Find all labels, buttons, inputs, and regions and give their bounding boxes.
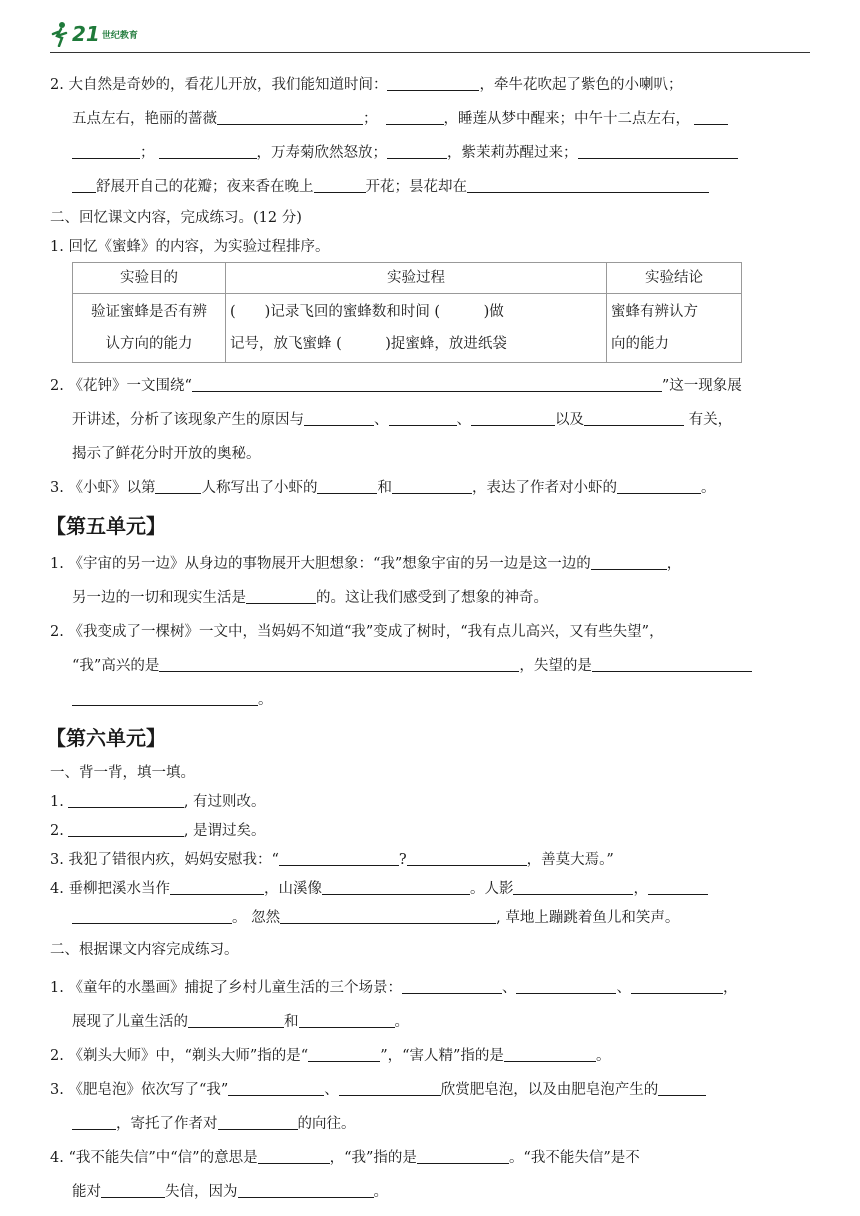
answer-blank[interactable] [467,175,709,193]
table-cell [73,294,226,363]
cell-text: 认方向的能力 [105,336,193,352]
question-line [50,649,810,683]
question-line [50,471,810,505]
question-number: 2. [50,823,64,839]
runner-icon [50,21,70,47]
answer-blank[interactable] [471,408,555,426]
question-text: ， [666,556,682,572]
answer-blank[interactable] [279,848,399,866]
question-text: 失信，因为 [165,1184,238,1200]
unit-title: 【第六单元】 [46,726,166,750]
question-text: ，牵牛花吹起了紫色的小喇叭； [479,77,683,93]
question-text: ，失望的是 [519,658,592,674]
question-line [50,1175,810,1209]
question-text: ， [722,980,738,996]
section-heading: 一、背一背，填一填。 [50,765,195,781]
question-text: 。 [394,1014,409,1030]
question-text: 有关， [688,412,733,428]
question-text: 和 [377,480,392,496]
logo-number: 21 [72,22,100,46]
section-heading: 二、根据课文内容完成练习。 [50,942,239,958]
question-line [50,403,810,437]
question-line [50,1039,810,1073]
question-line [50,817,810,846]
question-text: , 草地上蹦跳着鱼儿和笑声。 [496,910,680,926]
question-text: 3. 《小虾》以第 [50,480,156,496]
question-line [50,68,810,102]
question-line: 2. 《我变成了一棵树》一文中，当妈妈不知道“我”变成了树时，“我有点儿高兴，又有些失望”， [50,624,664,640]
question-text: 能对 [72,1184,101,1200]
answer-blank[interactable] [101,1180,165,1198]
answer-blank[interactable] [578,141,738,159]
question-text: 。 [595,1048,611,1064]
question-text: , 是谓过矣。 [183,823,266,839]
question-line [50,581,810,615]
table-cell [607,294,742,363]
question-text: 2. 《剃头大师》中，“剃头大师”指的是“ [50,1048,309,1064]
answer-blank[interactable] [280,906,496,924]
answer-blank[interactable] [387,73,479,91]
question-number: 1. [50,794,64,810]
answer-blank[interactable] [299,1010,395,1028]
answer-blank[interactable] [192,374,662,392]
question-text: ； [140,145,155,161]
question-text: ”这一现象展 [661,378,742,394]
question-text: 。 [258,692,273,708]
question-text: 、 [501,980,517,996]
question-line [50,971,810,1005]
question-line: 揭示了鲜花分时开放的奥秘。 [72,446,261,462]
answer-blank[interactable] [246,586,316,604]
cell-text: 向的能力 [611,336,669,352]
experiment-table [72,262,742,363]
answer-blank[interactable] [322,877,470,895]
answer-blank[interactable] [159,654,519,672]
question-text: 、 [374,412,389,428]
cell-text: 蜜蜂有辨认方 [611,304,698,320]
question-text: 展现了儿童生活的 [72,1014,188,1030]
answer-blank[interactable] [386,107,444,125]
question-text: 1. 《童年的水墨画》捕捉了乡村儿童生活的三个场景： [50,980,402,996]
question-text: ，山溪像 [263,881,322,897]
question-line [50,846,810,875]
question-line: 1. 回忆《蜜蜂》的内容，为实验过程排序。 [50,239,330,255]
question-line [50,369,810,403]
answer-blank[interactable] [631,976,723,994]
answer-blank[interactable] [68,790,184,808]
answer-blank[interactable] [339,1078,441,1096]
answer-blank[interactable] [317,476,377,494]
cell-text: 记号，放飞蜜蜂 ( )捉蜜蜂，放进纸袋 [230,336,507,352]
table-cell[interactable] [226,294,607,363]
answer-blank[interactable] [217,107,363,125]
answer-blank[interactable] [694,107,728,125]
question-text: , 有过则改。 [183,794,266,810]
question-text: 2. 大自然是奇妙的，看花儿开放，我们能知道时间： [50,77,388,93]
question-text: ，表达了作者对小虾的 [471,480,617,496]
question-text: 开花；昙花却在 [365,179,467,195]
question-text: 。 [700,480,716,496]
answer-blank[interactable] [304,408,374,426]
answer-blank[interactable] [68,819,184,837]
answer-blank[interactable] [591,552,667,570]
question-text: 2. 《花钟》一文围绕“ [50,378,192,394]
question-text: 3. 《肥皂泡》依次写了“我” [50,1082,229,1098]
question-line [50,788,810,817]
question-text: 的。这让我们感受到了想象的神奇。 [316,590,548,606]
answer-blank[interactable] [72,175,96,193]
answer-blank[interactable] [155,476,201,494]
question-line [50,1107,810,1141]
answer-blank[interactable] [308,1044,380,1062]
answer-blank[interactable] [504,1044,596,1062]
question-text: 、 [456,412,471,428]
answer-blank[interactable] [72,1112,116,1130]
answer-blank[interactable] [72,688,258,706]
answer-blank[interactable] [407,848,527,866]
question-text: 另一边的一切和现实生活是 [72,590,246,606]
question-text: 。 [373,1184,388,1200]
question-text: 的向往。 [297,1116,356,1132]
table-header: 实验过程 [226,263,607,294]
worksheet-body [46,68,810,1209]
question-text: 4. “我不能失信”中“信”的意思是 [50,1150,258,1166]
question-line [50,1141,810,1175]
question-line [50,683,810,717]
question-line [50,102,810,136]
answer-blank[interactable] [258,1146,330,1164]
question-text: ”，“害人精”指的是 [380,1048,504,1064]
answer-blank[interactable] [188,1010,284,1028]
question-text: 、 [324,1082,339,1098]
question-text: 舒展开自己的花瓣；夜来香在晚上 [96,179,314,195]
page-header [50,18,810,53]
answer-blank[interactable] [513,877,633,895]
question-text: 3. 我犯了错很内疚，妈妈安慰我：“ [50,852,279,868]
answer-blank[interactable] [617,476,701,494]
question-text: 。 忽然 [232,910,281,926]
answer-blank[interactable] [159,141,257,159]
site-logo [50,20,138,48]
question-text: “我”高兴的是 [72,658,160,674]
question-text: 4. 垂柳把溪水当作 [50,881,170,897]
question-line [50,170,810,204]
question-line [50,904,810,933]
question-text: ， [633,881,648,897]
question-text: 。“我不能失信”是不 [508,1150,640,1166]
question-line [50,875,810,904]
answer-blank[interactable] [170,877,264,895]
answer-blank[interactable] [314,175,366,193]
question-text: 1. 《宇宙的另一边》从身边的事物展开大胆想象：“我”想象宇宙的另一边是这一边的 [50,556,591,572]
cell-text: 验证蜜蜂是否有辨 [91,304,207,320]
answer-blank[interactable] [648,877,708,895]
answer-blank[interactable] [72,906,232,924]
answer-blank[interactable] [228,1078,324,1096]
answer-blank[interactable] [72,141,140,159]
answer-blank[interactable] [658,1078,706,1096]
section-heading: 二、回忆课文内容，完成练习。(12 分) [50,210,302,226]
question-text: ，“我”指的是 [329,1150,417,1166]
question-text: ； [363,111,378,127]
answer-blank[interactable] [218,1112,298,1130]
table-header: 实验结论 [607,263,742,294]
question-text: 五点左右，艳丽的蔷薇 [72,111,217,127]
answer-blank[interactable] [592,654,752,672]
question-line [50,547,810,581]
question-text: ，睡莲从梦中醒来；中午十二点左右， [443,111,690,127]
answer-blank[interactable] [392,476,472,494]
question-text: ? [398,852,407,868]
question-text: 欣赏肥皂泡，以及由肥皂泡产生的 [440,1082,659,1098]
answer-blank[interactable] [516,976,616,994]
question-text: ，善莫大焉。” [526,852,614,868]
answer-blank[interactable] [387,141,447,159]
answer-blank[interactable] [417,1146,509,1164]
answer-blank[interactable] [402,976,502,994]
question-text: 人称写出了小虾的 [201,480,318,496]
question-text: 、 [616,980,631,996]
answer-blank[interactable] [238,1180,374,1198]
cell-text: ( )记录飞回的蜜蜂数和时间 ( )做 [230,304,504,320]
question-text: ，寄托了作者对 [116,1116,218,1132]
question-line [50,1073,810,1107]
question-text: 开讲述，分析了该现象产生的原因与 [72,412,304,428]
table-header: 实验目的 [73,263,226,294]
question-line [50,1005,810,1039]
question-text: 和 [284,1014,299,1030]
answer-blank[interactable] [389,408,457,426]
question-line [50,136,810,170]
question-text: ，万寿菊欣然怒放； [256,145,387,161]
question-text: 以及 [555,412,584,428]
answer-blank[interactable] [584,408,684,426]
logo-text: 世纪教育 [101,30,138,41]
question-text: 。人影 [469,881,514,897]
unit-title: 【第五单元】 [46,514,166,538]
question-text: ，紫茉莉苏醒过来； [447,145,578,161]
